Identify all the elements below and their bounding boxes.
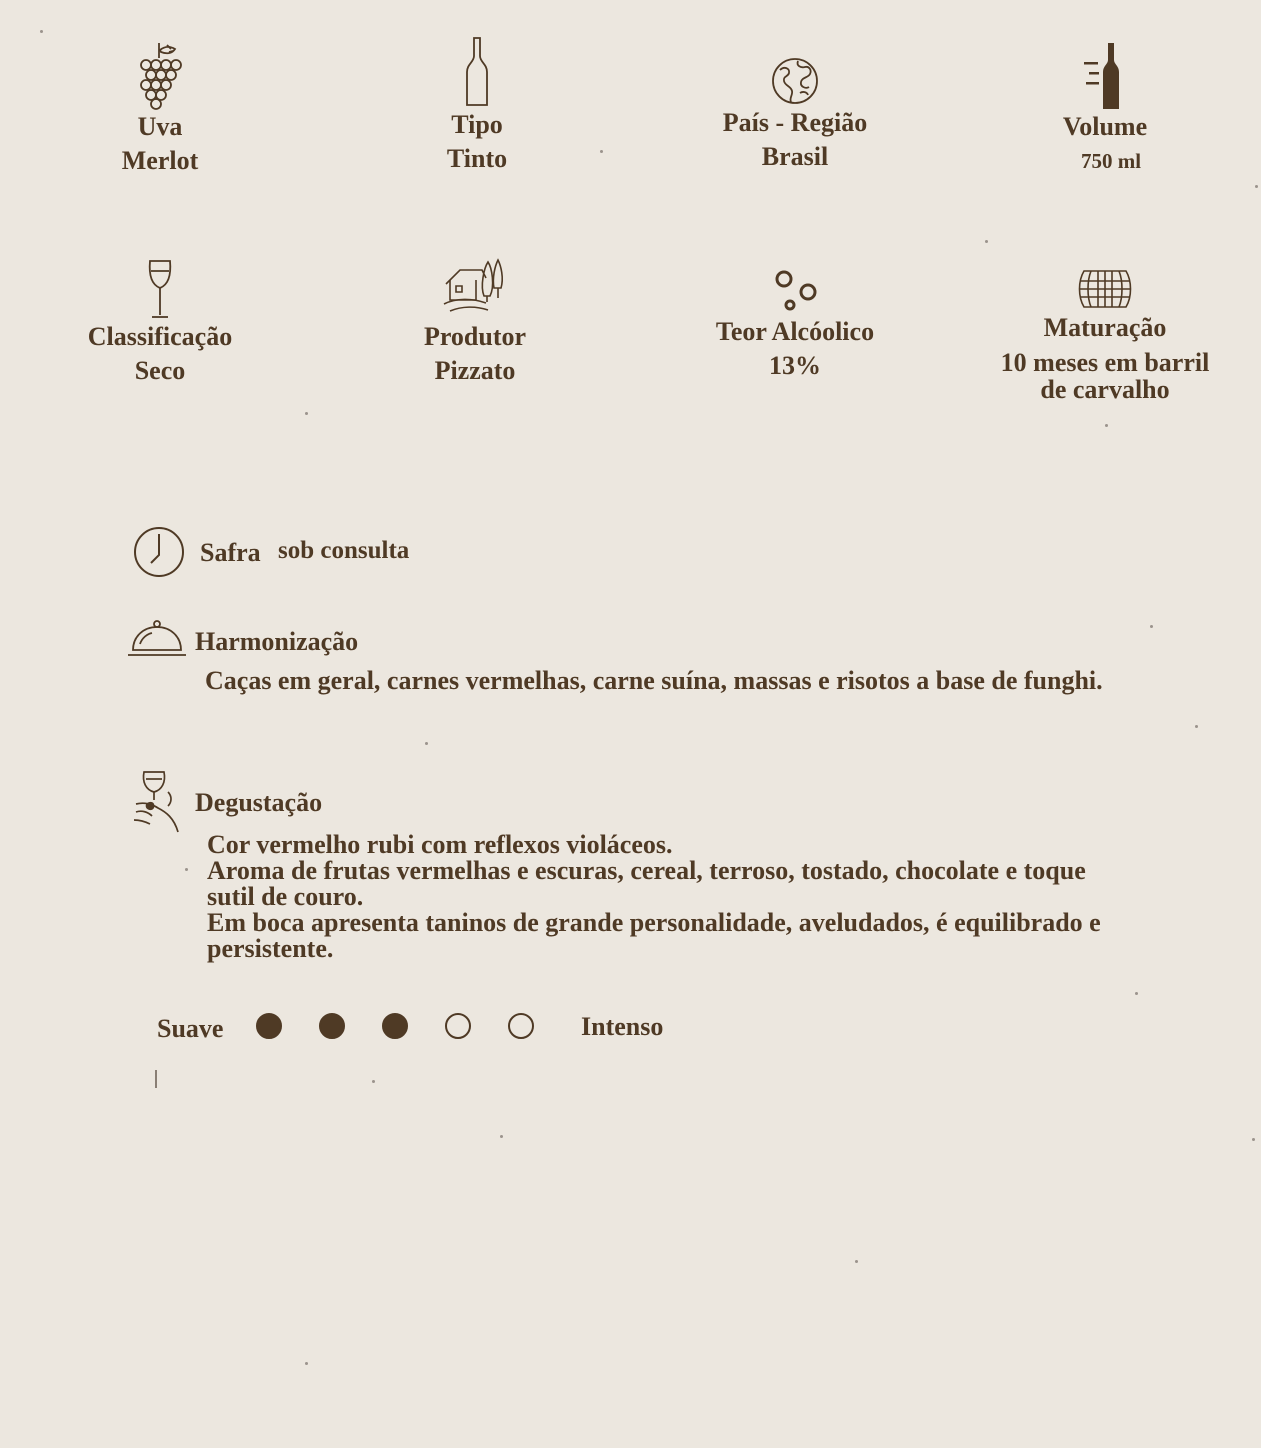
- safra-label: Safra: [200, 538, 261, 567]
- degustacao-title: Degustação: [195, 788, 323, 817]
- spec-type: [387, 36, 567, 176]
- harmonizacao-title: Harmonização: [195, 627, 359, 656]
- grape-icon: [137, 40, 183, 110]
- intensity-dot: [508, 1013, 534, 1039]
- bottle-volume-icon: [1081, 40, 1129, 110]
- intensity-dot: [319, 1013, 345, 1039]
- bottle-outline-icon: [464, 36, 490, 108]
- spec-value: Pizzato: [434, 356, 516, 385]
- spec-classification: [70, 258, 250, 388]
- degustacao-text: [207, 832, 1107, 962]
- spec-label: Produtor: [423, 322, 527, 351]
- degustacao-line: Cor vermelho rubi com reflexos violáceos.: [207, 830, 673, 859]
- spec-alcohol: [700, 267, 890, 383]
- globe-icon: [770, 56, 820, 106]
- tasting-hand-icon: [130, 768, 184, 836]
- degustacao-line: Em boca apresenta taninos de grande personalidade, aveludados, é equilibrado e persistente.: [207, 908, 1101, 963]
- spec-label: Uva: [137, 112, 183, 141]
- cursor-mark: [155, 1070, 157, 1088]
- intensity-min-label: Suave: [157, 1014, 224, 1043]
- safra-value: sob consulta: [278, 537, 410, 564]
- barrel-icon: [1076, 267, 1134, 311]
- spec-label: Maturação: [1043, 313, 1167, 342]
- spec-value: 10 meses em barril de carvalho: [1000, 348, 1210, 404]
- spec-value: 13%: [769, 351, 821, 380]
- spec-maturation: [995, 267, 1215, 403]
- bubbles-icon: [772, 267, 818, 315]
- harmonizacao-text: Caças em geral, carnes vermelhas, carne suína, massas e risotos a base de funghi.: [205, 666, 1103, 695]
- spec-value: 750 ml: [1080, 149, 1142, 173]
- spec-label: Teor Alcóolico: [715, 317, 875, 346]
- degustacao-line: Aroma de frutas vermelhas e escuras, cereal, terroso, tostado, chocolate e toque sutil de couro.: [207, 856, 1086, 911]
- intensity-dot: [445, 1013, 471, 1039]
- spec-volume: [1015, 40, 1195, 178]
- spec-country: [700, 56, 890, 174]
- spec-label: Tipo: [451, 110, 503, 139]
- spec-label: País - Região: [722, 108, 868, 137]
- cloche-icon: [126, 618, 188, 658]
- intensity-max-label: Intenso: [581, 1012, 664, 1041]
- spec-producer: [385, 256, 565, 388]
- winery-icon: [442, 256, 508, 320]
- spec-value: Tinto: [446, 144, 508, 173]
- spec-value: Brasil: [761, 142, 829, 171]
- spec-value: Seco: [134, 356, 186, 385]
- spec-label: Volume: [1062, 112, 1148, 141]
- spec-label: Classificação: [87, 322, 233, 351]
- spec-value: Merlot: [121, 146, 199, 175]
- spec-grape: [70, 40, 250, 178]
- intensity-dot: [382, 1013, 408, 1039]
- clock-icon: [132, 525, 186, 579]
- intensity-dot: [256, 1013, 282, 1039]
- wine-glass-icon: [145, 258, 175, 320]
